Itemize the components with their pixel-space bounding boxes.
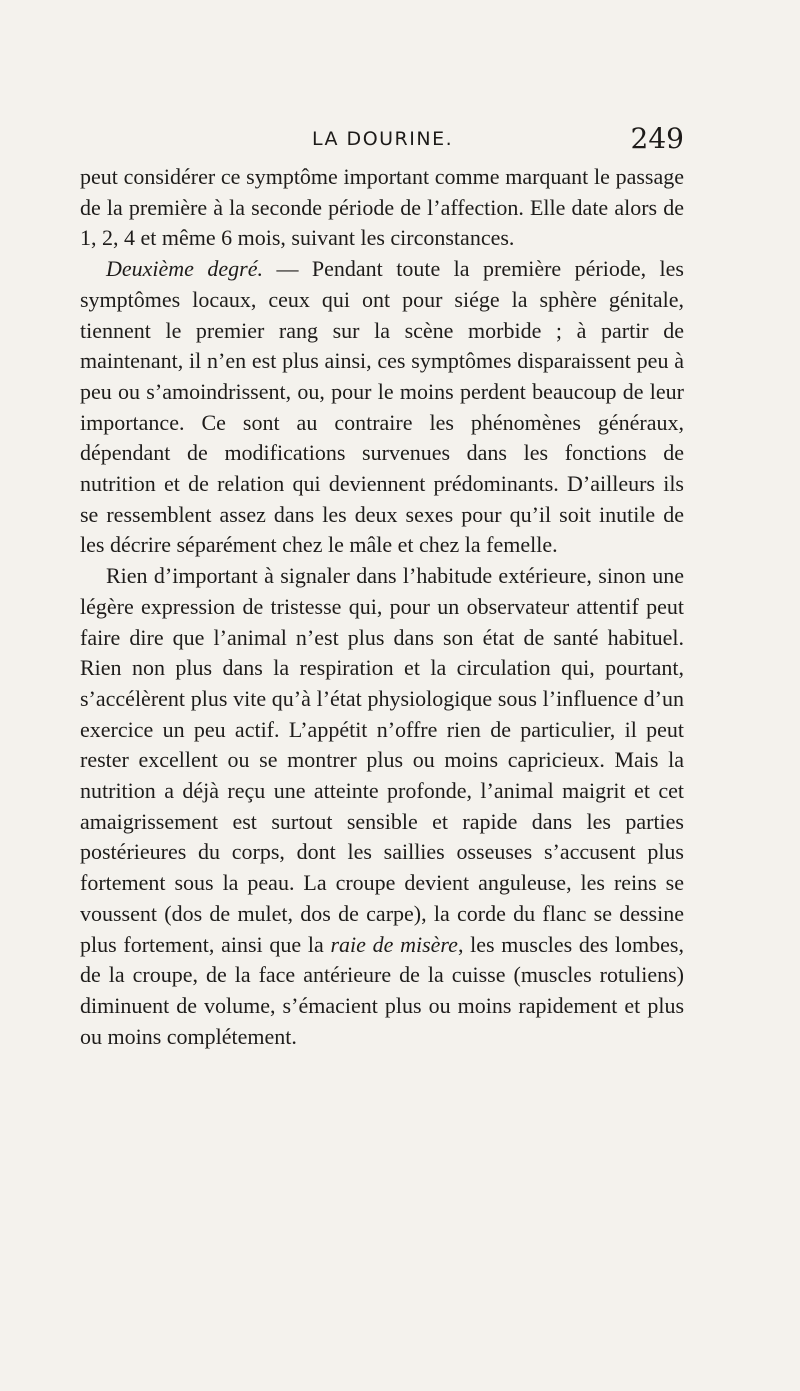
paragraph-2: [80, 254, 684, 561]
paragraph-3-text-after: , les muscles des lombes, de la croupe, de la face antérieure de la cuisse (muscles rotuliens) diminuent de volume, s’émacient plus ou moins rapidement et plus ou moins complétement.: [80, 931, 684, 1049]
section-heading: Deuxième degré.: [106, 256, 263, 282]
paragraph-2-text: — Pendant toute la première période, les symptômes locaux, ceux qui ont pour siége la sphère génitale, tiennent le premier rang sur la scène morbide ; à partir de maintenant, il n’en est plus ainsi, ces symptômes disparaissent peu à peu ou s’amoindrissent, ou, pour le moins perdent beaucoup de leur importance. Ce sont au contraire les phénomènes généraux, dépendant de modifications survenues dans les fonctions de nutrition et de relation qui deviennent prédominants. D’ailleurs ils se ressemblent assez dans les deux sexes pour qu’il soit inutile de les décrire séparément chez le mâle et chez la femelle.: [80, 256, 684, 558]
page-number: 249: [630, 122, 684, 155]
italic-term: raie de misère: [330, 931, 458, 957]
body-text: [80, 162, 684, 1052]
running-title: LA DOURINE.: [312, 128, 454, 150]
paragraph-1-text: peut considérer ce symptôme important comme marquant le passage de la première à la seconde période de l’affection. Elle date alors de 1, 2, 4 et même 6 mois, suivant les circonstances.: [80, 164, 684, 251]
paragraph-1: [80, 162, 684, 254]
page-header: [80, 122, 684, 154]
paragraph-3: [80, 561, 684, 1052]
paragraph-3-text-before: Rien d’important à signaler dans l’habitude extérieure, sinon une légère expression de tristesse qui, pour un observateur attentif peut faire dire que l’animal n’est plus dans son état de santé habituel. Rien non plus dans la respiration et la circulation qui, pourtant, s’accélèrent plus vite qu’à l’état physiologique sous l’influence d’un exercice un peu actif. L’appétit n’offre rien de particulier, il peut rester excellent ou se montrer plus ou moins capricieux. Mais la nutrition a déjà reçu une atteinte profonde, l’animal maigrit et cet amaigrissement est surtout sensible et rapide dans les parties postérieures du corps, dont les saillies osseuses s’accusent plus fortement sous la peau. La croupe devient anguleuse, les reins se voussent (dos de mulet, dos de carpe), la corde du flanc se dessine plus fortement, ainsi que la: [80, 563, 684, 957]
